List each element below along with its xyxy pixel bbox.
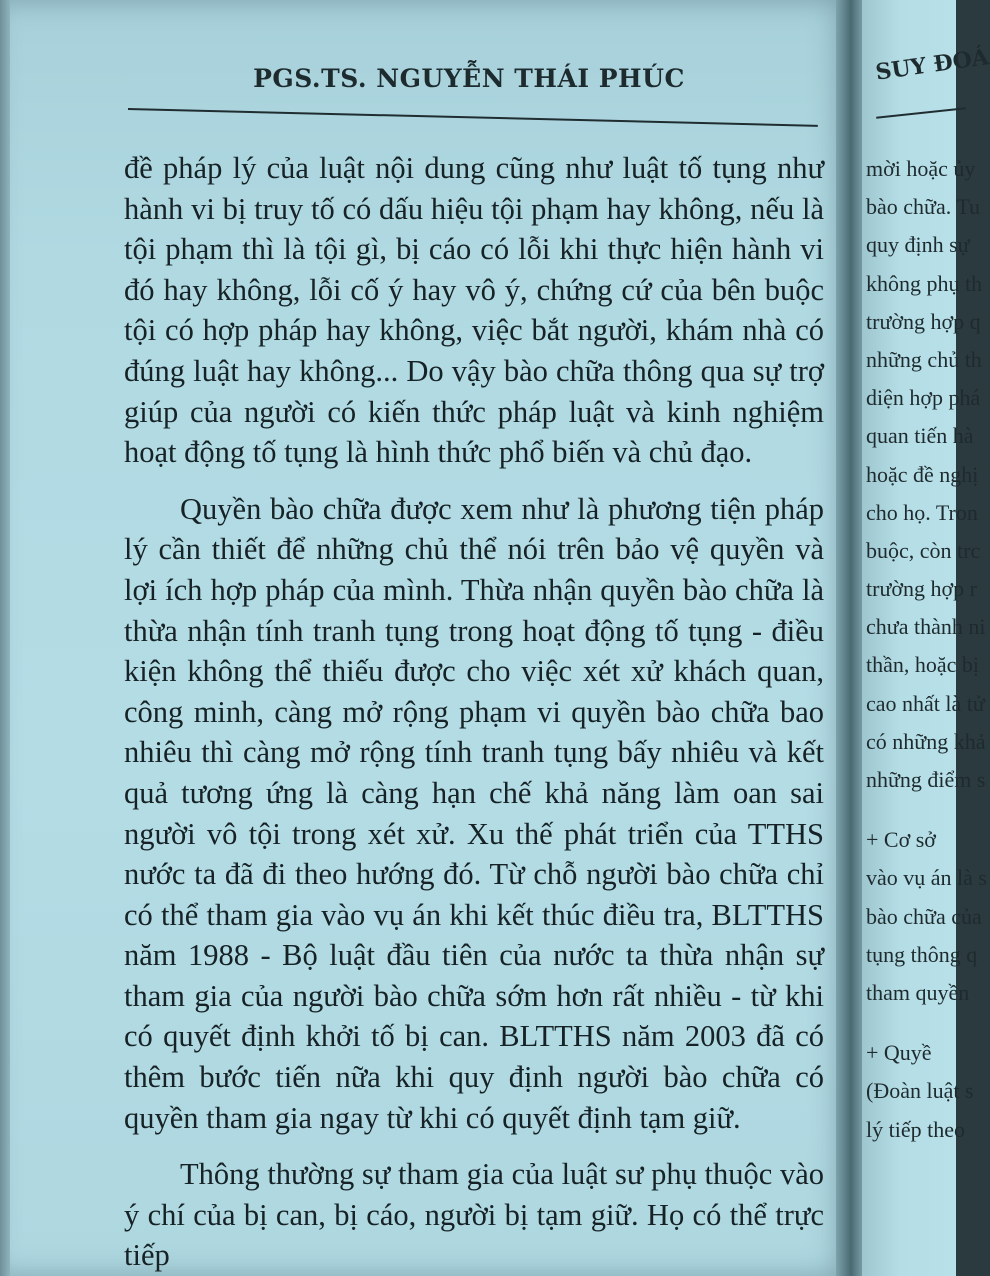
right-line: tham quyền bbox=[866, 979, 970, 1005]
right-line: hoặc đề nghị bbox=[866, 461, 979, 487]
right-line: + Cơ sở bbox=[866, 827, 936, 853]
right-line: vào vụ án là s bbox=[866, 865, 987, 891]
right-line: những điểm s bbox=[866, 767, 986, 792]
right-line: trường hợp r bbox=[866, 576, 977, 602]
right-line: trường hợp q bbox=[866, 308, 981, 334]
right-line: cho họ. Tron bbox=[866, 499, 978, 525]
right-page-text bbox=[866, 150, 986, 1149]
running-head-author: PGS.TS. NGUYỄN THÁI PHÚC bbox=[253, 64, 685, 93]
right-line: lý tiếp theo bbox=[866, 1116, 965, 1142]
right-line: có những khả bbox=[866, 728, 986, 754]
right-line: mời hoặc ủy bbox=[866, 156, 976, 181]
paragraph-1: đề pháp lý của luật nội dung cũng như luật tố tụng như hành vi bị truy tố có dấu hiệu tội phạm hay không, nếu là tội phạm thì là tội gì, bị cáo có lỗi khi thực hiện hành vi đó hay không, lỗi cố ý hay vô ý, chứng cứ của bên buộc tội có hợp pháp hay không, việc bắt người, khám nhà có đúng luật hay không... Do vậy bào chữa thông qua sự trợ giúp của người có kiến thức pháp luật và kinh nghiệm hoạt động tố tụng là hình thức phổ biến và chủ đạo. bbox=[124, 151, 824, 470]
body-text bbox=[124, 148, 824, 1276]
right-line: bào chữa. Tu bbox=[866, 194, 980, 220]
right-line: bào chữa của bbox=[866, 903, 982, 929]
right-line: không phụ th bbox=[866, 270, 983, 296]
right-line: quy định sự bbox=[866, 232, 970, 258]
right-line: thần, hoặc bị bbox=[866, 652, 980, 678]
paragraph-3: Thông thường sự tham gia của luật sư phụ thuộc vào ý chí của bị can, bị cáo, người bị tạm giữ. Họ có thể trực tiếp bbox=[124, 1157, 824, 1273]
right-line: + Quyề bbox=[866, 1040, 932, 1066]
paragraph-2: Quyền bào chữa được xem như là phương tiện pháp lý cần thiết để những chủ thể nói trên bảo vệ quyền và lợi ích hợp pháp của mình. Thừa nhận quyền bào chữa là thừa nhận tính tranh tụng trong hoạt động tố tụng - điều kiện không thể thiếu được cho việc xét xử khách quan, công minh, càng mở rộng phạm vi quyền bào chữa bao nhiêu thì càng mở rộng tính tranh tụng bấy nhiêu và kết quả tương ứng là càng hạn chế khả năng làm oan sai người vô tội trong xét xử. Xu thế phát triển của TTHS nước ta đã đi theo hướng đó. Từ chỗ người bào chữa chỉ có thể tham gia vào vụ án khi kết thúc điều tra, BLTTHS năm 1988 - Bộ luật đầu tiên của nước ta thừa nhận sự tham gia của người bào chữa sớm hơn rất nhiều - từ khi có quyết định khởi tố bị can. BLTTHS năm 2003 đã có thêm bước tiến nữa khi quy định người bào chữa có quyền tham gia ngay từ khi có quyết định tạm giữ. bbox=[124, 491, 824, 1135]
right-line: buộc, còn trc bbox=[866, 537, 981, 563]
right-line: quan tiến hà bbox=[866, 423, 974, 449]
right-line: diện hợp phá bbox=[866, 385, 981, 411]
right-line: tụng thông q bbox=[866, 941, 978, 967]
right-line: (Đoàn luật s bbox=[866, 1078, 974, 1104]
right-line: cao nhất là tử bbox=[866, 690, 985, 716]
right-header-rule bbox=[876, 107, 966, 118]
right-line: những chủ th bbox=[866, 346, 982, 372]
right-page bbox=[862, 0, 990, 1276]
right-running-head: SUY ĐOÁ bbox=[874, 44, 990, 86]
right-line: chưa thành ni bbox=[866, 614, 986, 640]
